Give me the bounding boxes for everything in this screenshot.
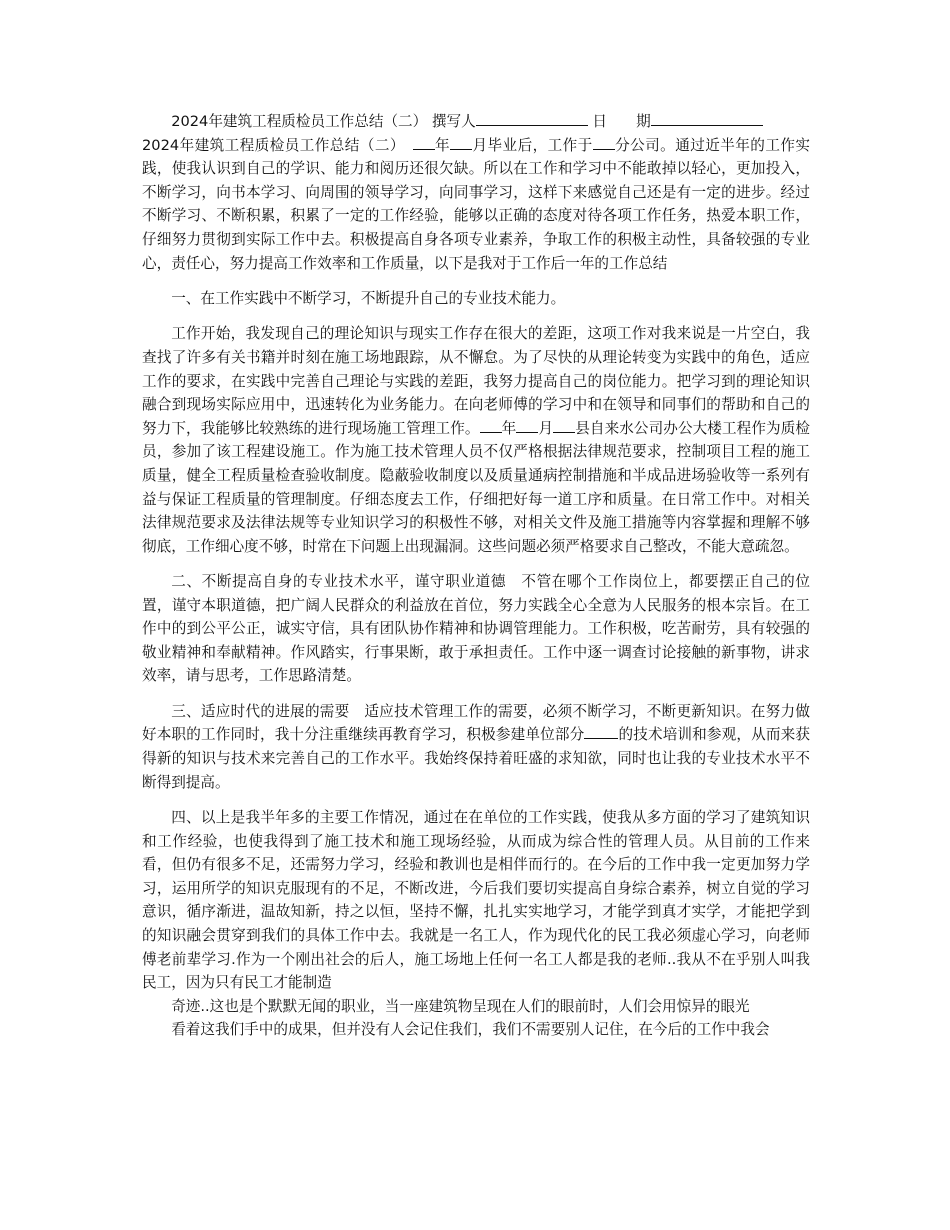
intro-text-year: 年: [434, 136, 451, 154]
intro-title-repeat: 2024年建筑工程质检员工作总结（二）: [142, 136, 413, 154]
month-blank: [450, 134, 472, 150]
section-4-body: [142, 806, 810, 1042]
section-3-text-b: 的技术培训和参观，从而来获得新的知识与技术来完善自己的工作水平。我始终保持着旺盛的求知欲，同时也让我的专业技术水平不断得到提高。: [142, 726, 810, 791]
section-4-text-a: 四、以上是我半年多的主要工作情况，通过在在单位的工作实践，使我从多方面的学习了建筑知识和工作经验，也使我得到了施工技术和施工现场经验，从而成为综合性的管理人员。从目前的工作来看，但仍有很多不足，还需努力学习，经验和教训也是相伴而行的。在今后的工作中我一定更加努力学习，运用所学的知识克服现有的不足，不断改进，今后我们要切实提高自身综合素养，树立自觉的学习意识，循序渐进，温故知新，持之以恒，坚持不懈，扎扎实实地学习，才能学到真才实学，才能把学到的知识融会贯穿到我们的具体工作中去。我就是一名工人，作为现代化的民工我必须虚心学习，向老师傅老前辈学习.作为一个刚出社会的后人，施工场地上任何一名工人都是我的老师..我从不在乎别人叫我民工，因为只有民工才能制造: [142, 809, 810, 992]
title-paragraph: [142, 110, 810, 134]
section-2-body: 二、不断提高自身的专业技术水平，谨守职业道德 不管在哪个工作岗位上，都要摆正自己的位置，谨守本职道德，把广阔人民群众的利益放在首位，努力实践全心全意为人民服务的根本宗旨。在工作中的到公平公正，诚实守信，具有团队协作精神和协调管理能力。工作积极，吃苦耐劳，具有较强的敬业精神和奉献精神。作风踏实，行事果断，敢于承担责任。工作中逐一调查讨论接触的新事物，讲求效率，请与思考，工作思路清楚。: [142, 573, 810, 685]
month-blank-2: [516, 417, 538, 433]
intro-text-body: 分公司。通过近半年的工作实践，使我认识到自己的学识、能力和阅历还很欠缺。所以在工作和学习中不能敢掉以轻心，更加投入，不断学习，向书本学习、向周围的领导学习，向同事学习，这样下来感觉自己还是有一定的进步。经过不断学习、不断积累，积累了一定的工作经验，能够以正确的态度对待各项工作任务，热爱本职工作，仔细努力贯彻到实际工作中去。积极提高自身各项专业素养，争取工作的积极主动性，具备较强的专业心，责任心，努力提高工作效率和工作质量，以下是我对于工作后一年的工作总结: [142, 136, 810, 272]
section-4-line-b: 奇迹..这也是个默默无闻的职业，当一座建筑物呈现在人们的眼前时，人们会用惊异的眼光: [171, 997, 750, 1015]
section-1-text-year: 年: [501, 419, 517, 437]
year-blank: [413, 134, 435, 150]
document-title: 2024年建筑工程质检员工作总结（二）: [171, 113, 428, 130]
date-label: 日 期: [592, 113, 651, 130]
document-page: [142, 110, 810, 1042]
author-label: 撰写人: [431, 113, 476, 130]
county-blank: [553, 417, 575, 433]
department-blank: [584, 723, 618, 739]
section-1-text-month: 月: [538, 419, 554, 437]
section-4-line-c: 看着这我们手中的成果，但并没有人会记住我们，我们不需要别人记住，在今后的工作中我会: [171, 1021, 770, 1039]
section-3-body: [142, 700, 810, 794]
year-blank-2: [480, 417, 502, 433]
date-blank: [651, 110, 763, 126]
section-1-body: [142, 322, 810, 558]
section-1-text-b: 县自来水公司办公大楼工程作为质检员，参加了该工程建设施工。作为施工技术管理人员不仅严格根据法律规范要求，控制项目工程的施工质量，健全工程质量检查验收制度。隐蔽验收制度以及质量通病控制措施和半成品进场验收等一系列有益与保证工程质量的管理制度。仔细态度去工作，仔细把好每一道工序和质量。在日常工作中。对相关法律规范要求及法律法规等专业知识学习的积极性不够，对相关文件及施工措施等内容掌握和理解不够彻底，工作细心度不够，时常在下问题上出现漏洞。这些问题必须严格要求自己整改，不能大意疏忽。: [142, 419, 810, 555]
section-1-text-a: 工作开始，我发现自己的理论知识与现实工作存在很大的差距，这项工作对我来说是一片空白，我查找了许多有关书籍并时刻在施工场地跟踪，从不懈怠。为了尽快的从理论转变为实践中的角色，适应工作的要求，在实践中完善自己理论与实践的差距，我努力提高自己的岗位能力。把学习到的理论知识融合到现场实际应用中，迅速转化为业务能力。在向老师傅的学习中和在领导和同事们的帮助和自己的努力下，我能够比较熟练的进行现场施工管理工作。: [142, 325, 810, 437]
intro-paragraph: [142, 134, 810, 276]
author-blank: [476, 110, 588, 126]
section-3-text-a: 三、适应时代的进展的需要 适应技术管理工作的需要，必须不断学习，不断更新知识。在努力做好本职的工作同时，我十分注重继续再教育学习，积极参建单位部分: [142, 702, 810, 744]
company-blank: [593, 134, 615, 150]
intro-text-month: 月毕业后，工作于: [472, 136, 593, 154]
section-1-heading: 一、在工作实践中不断学习，不断提升自己的专业技术能力。: [171, 289, 566, 307]
